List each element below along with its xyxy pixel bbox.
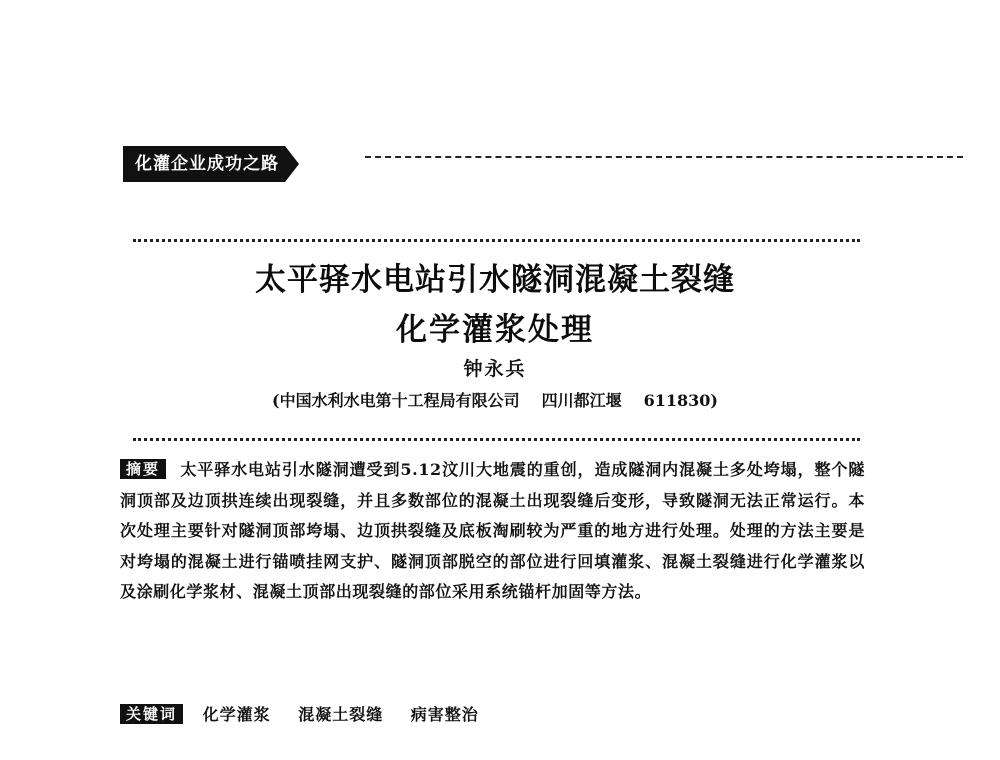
abstract-paragraph	[120, 455, 865, 608]
banner-arrow-icon	[285, 146, 299, 182]
affiliation-organization: 中国水利水电第十工程局有限公司	[279, 391, 520, 410]
affiliation-close-paren: )	[710, 391, 718, 410]
column-banner	[123, 146, 299, 182]
keyword-item: 病害整治	[410, 705, 479, 724]
keywords-line	[120, 700, 865, 730]
affiliation-open-paren: (	[272, 391, 280, 410]
banner-divider	[365, 156, 963, 158]
article-title-line-2: 化学灌浆处理	[396, 312, 594, 348]
keyword-item: 化学灌浆	[202, 705, 271, 724]
affiliation-place: 四川都江堰	[541, 391, 622, 410]
dotted-divider-bottom	[133, 438, 860, 441]
column-banner-label: 化灌企业成功之路	[123, 146, 285, 182]
dotted-divider-top	[133, 239, 860, 242]
article-author: 钟永兵	[463, 358, 527, 380]
author-affiliation	[140, 388, 850, 411]
abstract-text: 太平驿水电站引水隧洞遭受到5.12汶川大地震的重创，造成隧洞内混凝土多处垮塌，整个隧洞顶部及边顶拱连续出现裂缝，并且多数部位的混凝土出现裂缝后变形，导致隧洞无法正常运行。本次处理主要针对隧洞顶部垮塌、边顶拱裂缝及底板淘刷较为严重的地方进行处理。处理的方法主要是对垮塌的混凝土进行锚喷挂网支护、隧洞顶部脱空的部位进行回填灌浆、混凝土裂缝进行化学灌浆以及涂刷化学浆材、混凝土顶部出现裂缝的部位采用系统锚杆加固等方法。	[120, 460, 865, 601]
article-title-line-1: 太平驿水电站引水隧洞混凝土裂缝	[255, 262, 735, 298]
keywords-label: 关键词	[120, 704, 183, 724]
keyword-item: 混凝土裂缝	[298, 705, 384, 724]
affiliation-postcode: 611830	[643, 391, 711, 410]
abstract-label: 摘要	[120, 459, 166, 479]
